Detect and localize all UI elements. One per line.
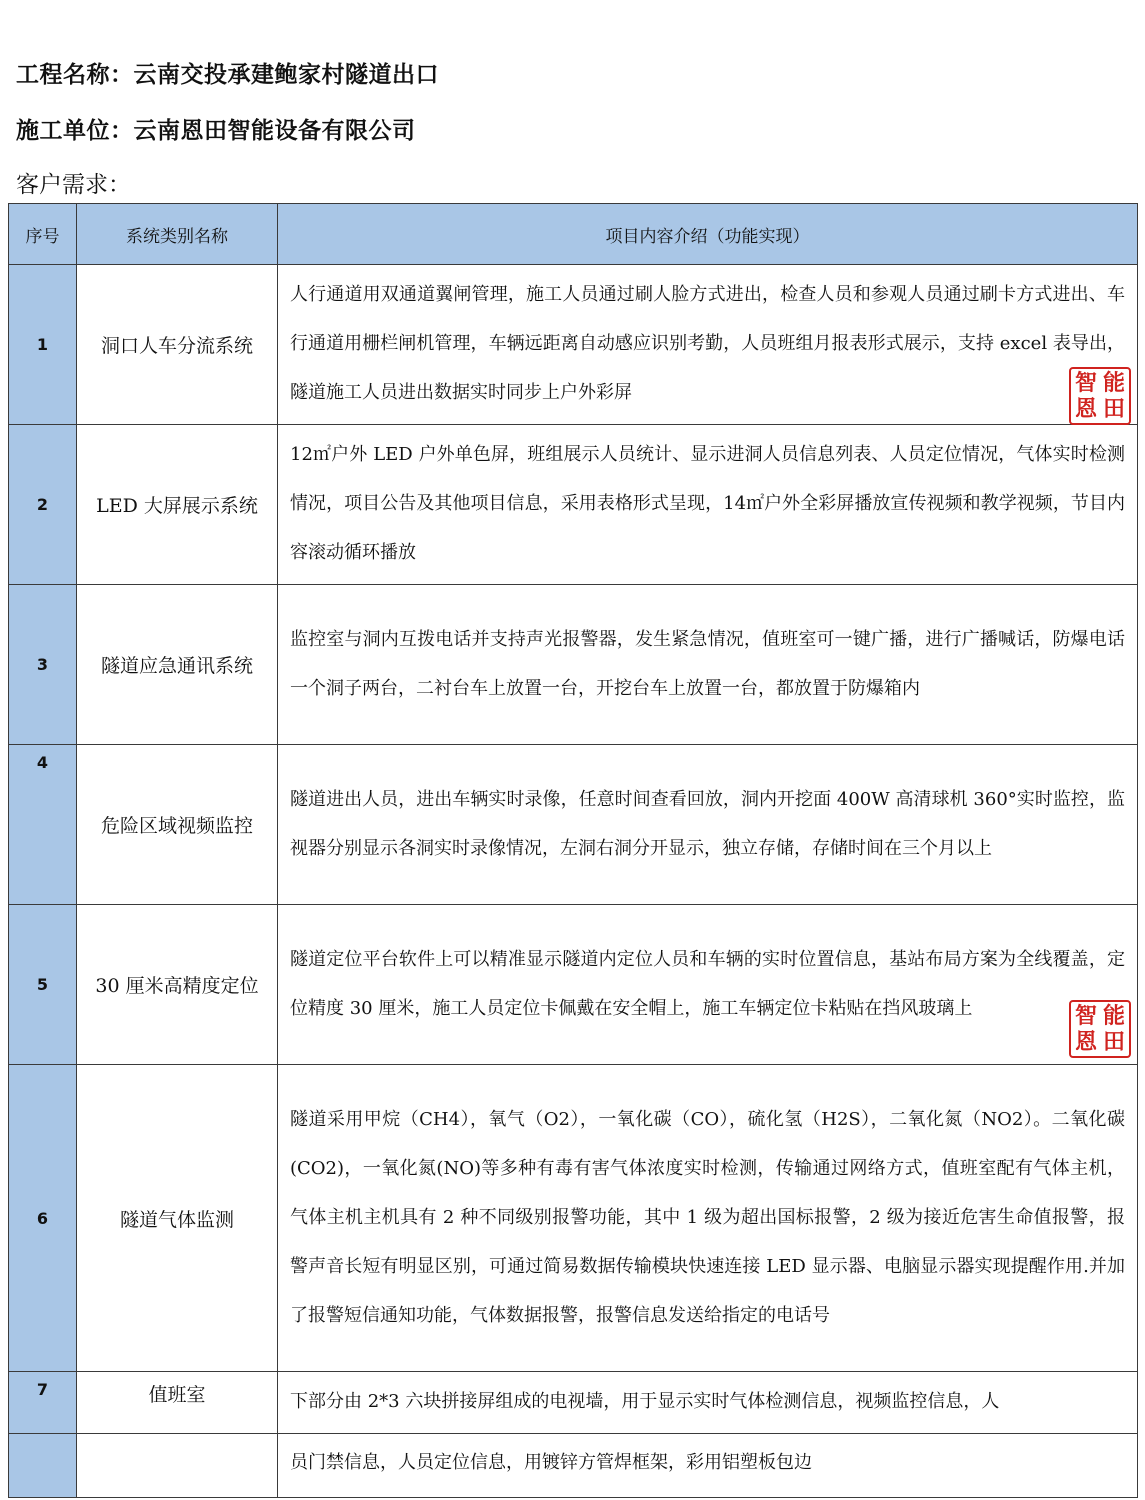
row-number: 2 <box>9 425 77 585</box>
seal-text-top: 智恩 <box>1074 370 1097 422</box>
system-description: 下部分由 2*3 六块拼接屏组成的电视墙，用于显示实时气体检测信息，视频监控信息，人 <box>278 1372 1138 1434</box>
col-header-desc: 项目内容介绍（功能实现） <box>278 204 1138 265</box>
description-text: 人行通道用双通道翼闸管理，施工人员通过刷人脸方式进出，检查人员和参观人员通过刷卡方式进出、车行通道用栅栏闸机管理，车辆远距离自动感应识别考勤，人员班组月报表形式展示，支持 excel 表导出，隧道施工人员进出数据实时同步上户外彩屏 <box>290 284 1125 403</box>
contractor-name: 施工单位：云南恩田智能设备有限公司 <box>16 118 416 144</box>
table-row <box>9 905 1138 1065</box>
system-name: 值班室 <box>77 1372 278 1434</box>
row-number: 3 <box>9 585 77 745</box>
table-row <box>9 1065 1138 1372</box>
description-text: 隧道定位平台软件上可以精准显示隧道内定位人员和车辆的实时位置信息，基站布局方案为全线覆盖，定位精度 30 厘米，施工人员定位卡佩戴在安全帽上，施工车辆定位卡粘贴在挡风玻璃上 <box>290 948 1125 1019</box>
project-name: 工程名称：云南交投承建鲍家村隧道出口 <box>16 62 439 88</box>
col-header-name: 系统类别名称 <box>77 204 278 265</box>
system-name: 隧道应急通讯系统 <box>77 585 278 745</box>
row-number: 5 <box>9 905 77 1065</box>
system-name: LED 大屏展示系统 <box>77 425 278 585</box>
seal-text-bottom: 能田 <box>1102 370 1125 422</box>
system-description: 隧道采用甲烷（CH4），氧气（O2），一氧化碳（CO），硫化氢（H2S），二氧化氮（NO2）。二氧化碳(CO2)，一氧化氮(NO)等多种有毒有害气体浓度实时检测，传输通过网络方式，值班室配有气体主机，气体主机主机具有 2 种不同级别报警功能，其中 1 级为超出国标报警，2 级为接近危害生命值报警，报警声音长短有明显区别，可通过简易数据传输模块快速连接 LED 显示器、电脑显示器实现提醒作用.并加了报警短信通知功能，气体数据报警，报警信息发送给指定的电话号 <box>278 1065 1138 1372</box>
table-row <box>9 1372 1138 1434</box>
table-row <box>9 265 1138 425</box>
table-header-row <box>9 204 1138 265</box>
table-row <box>9 425 1138 585</box>
system-description: 12㎡户外 LED 户外单色屏，班组展示人员统计、显示进洞人员信息列表、人员定位情况，气体实时检测情况，项目公告及其他项目信息，采用表格形式呈现，14㎡户外全彩屏播放宣传视频和教学视频，节目内容滚动循环播放 <box>278 425 1138 585</box>
requirements-table <box>8 203 1138 1498</box>
row-number: 1 <box>9 265 77 425</box>
row-number: 7 <box>9 1372 77 1434</box>
col-header-no: 序号 <box>9 204 77 265</box>
system-name: 危险区域视频监控 <box>77 745 278 905</box>
row-number: 6 <box>9 1065 77 1372</box>
table-row <box>9 745 1138 905</box>
company-seal-icon <box>1069 1000 1131 1058</box>
company-seal-icon <box>1069 367 1131 425</box>
system-description: 监控室与洞内互拨电话并支持声光报警器，发生紧急情况，值班室可一键广播，进行广播喊话，防爆电话一个洞子两台，二衬台车上放置一台，开挖台车上放置一台，都放置于防爆箱内 <box>278 585 1138 745</box>
system-name: 30 厘米高精度定位 <box>77 905 278 1065</box>
row-number: 4 <box>9 745 77 905</box>
system-name <box>77 1434 278 1498</box>
requirements-heading: 客户需求： <box>16 172 131 198</box>
table-row <box>9 1434 1138 1498</box>
table-row <box>9 585 1138 745</box>
seal-text-top: 智恩 <box>1074 1003 1097 1055</box>
system-description: 员门禁信息，人员定位信息，用镀锌方管焊框架，彩用铝塑板包边 <box>278 1434 1138 1498</box>
system-name: 洞口人车分流系统 <box>77 265 278 425</box>
row-number <box>9 1434 77 1498</box>
system-description <box>278 265 1138 425</box>
system-description: 隧道进出人员，进出车辆实时录像，任意时间查看回放，洞内开挖面 400W 高清球机 360°实时监控，监视器分别显示各洞实时录像情况，左洞右洞分开显示，独立存储，存储时间在三个月以上 <box>278 745 1138 905</box>
system-name: 隧道气体监测 <box>77 1065 278 1372</box>
seal-text-bottom: 能田 <box>1102 1003 1125 1055</box>
system-description <box>278 905 1138 1065</box>
